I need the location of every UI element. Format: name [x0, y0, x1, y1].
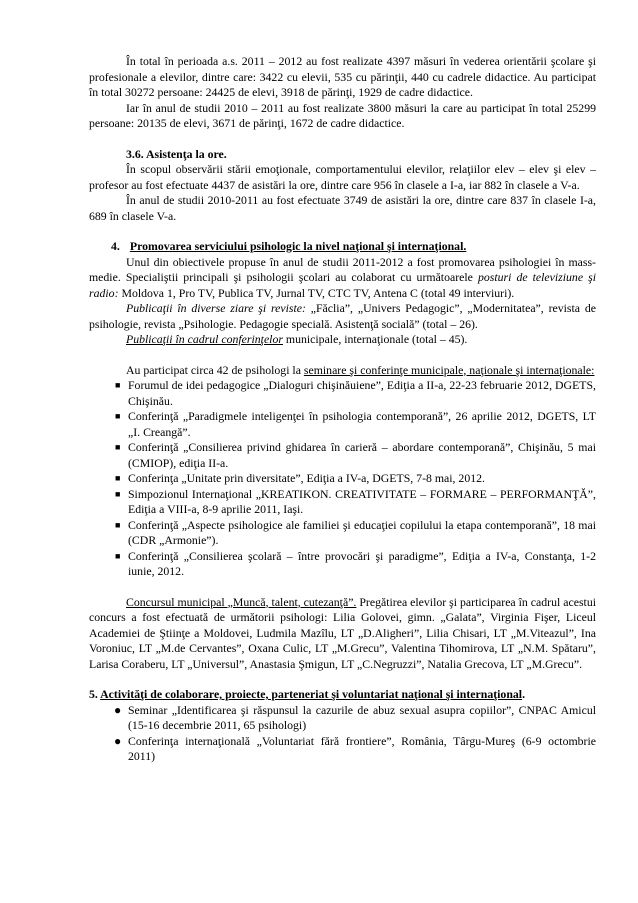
publications-label: Publicaţii în diverse ziare şi reviste: — [126, 301, 306, 315]
mass-media-list: Moldova 1, Pro TV, Publica TV, Jurnal TV, CTC TV, Antena C (total 49 interviuri). — [118, 285, 515, 300]
dot-bullet-icon: ● — [114, 702, 122, 717]
list-item — [89, 487, 596, 518]
paragraph-lesson-observation: În scopul observării stării emoţionale, comportamentului elevilor, relaţiilor elev – elev şi elev – profesor au fost efectuate 4437 de asistări la ore, dintre care 956 în clasele a I-a, iar 882 în clasele a V-a. — [89, 162, 596, 192]
contest-text: Pregătirea elevilor şi participarea în cadrul acestui concurs a fost efectuată de următorii psihologi: Lilia Golovei, gimn. „Galata”, Virginia Fişer, Liceul Academiei de Ştiinţe a Moldovei, Ludmila Mazîlu, LT „D.Aligheri”, Lilia Chisari, LT „M.Viteazul”, Ina Voroniuc, LT „M.de Cervantes”, Oxana Culic, LT „M.Grecu”, Valentina Tihomirova, LT „N.M. Spătaru”, Larisa Coraberu, LT „Universul”, Anastasia Şmigun, LT „C.Negruzzi”, Natalia Grecova, LT „M.Grecu”. — [89, 594, 596, 671]
paragraph-orientation-2011-2012: În total în perioada a.s. 2011 – 2012 au fost realizate 4397 măsuri în vederea orientării şcolare şi profesionale a elevilor, dintre care: 3422 cu elevii, 535 cu părinţii, 440 cu cadrele didactice. Au participat în total 30272 persoane: 24425 de elevi, 3918 de părinţi, 1929 de cadre didactice. — [89, 54, 596, 99]
list-item — [89, 409, 596, 440]
list-item — [89, 518, 596, 549]
section-5-title: Activităţi de colaborare, proiecte, parteneriat şi voluntariat naţional şi internaţional — [100, 687, 523, 701]
seminars-intro-text: Au participat circa 42 de psihologi la — [126, 362, 304, 377]
conference-publications-total: municipale, internaţionale (total – 45). — [282, 332, 468, 346]
square-bullet-icon: ■ — [115, 519, 121, 530]
square-bullet-icon: ■ — [115, 380, 121, 390]
conference-publications-label: Publicaţii în cadrul conferinţelor — [126, 332, 283, 346]
square-bullet-icon: ■ — [115, 550, 121, 561]
list-item — [89, 703, 596, 734]
events-list — [89, 378, 596, 580]
paragraph-mass-media — [89, 255, 596, 302]
dot-bullet-icon: ● — [114, 733, 122, 748]
publications-list: „Făclia”, „Univers Pedagogic”, „Modernitatea”, revista de psihologie, revista „Psihologie. Pedagogie specială. Asistenţă socială” (total – 26). — [89, 301, 596, 331]
paragraph-lesson-observation-2010: În anul de studii 2010-2011 au fost efectuate 3749 de asistări la ore, dintre care 837 în clasele I-a, 689 în clasele V-a. — [89, 193, 596, 223]
list-item — [89, 549, 596, 580]
square-bullet-icon: ■ — [115, 473, 121, 483]
event-text: Simpozionul Internaţional „KREATIKON. CREATIVITATE – FORMARE – PERFORMANŢĂ”, Ediţia a VIII-a, 8-9 aprilie 2011, Iaşi. — [128, 486, 596, 516]
square-bullet-icon: ■ — [115, 442, 121, 452]
mass-media-text: Unul din obiectivele propuse în anul de studii 2011-2012 a fost promovarea psihologiei în mass-medie. Specialiştii principali şi psihologii şcolari au colaborat cu următoarele — [89, 254, 596, 284]
paragraph-seminars-intro — [89, 363, 596, 379]
paragraph-publications — [89, 301, 596, 332]
list-item — [89, 440, 596, 471]
seminars-intro-link: seminare şi conferinţe municipale, naţionale şi internaţionale: — [303, 362, 595, 377]
activities-list — [89, 703, 596, 765]
paragraph-conference-publications — [89, 332, 596, 348]
square-bullet-icon: ■ — [115, 488, 121, 499]
list-item — [89, 734, 596, 765]
square-bullet-icon: ■ — [115, 411, 121, 421]
activity-text: Seminar „Identificarea şi răspunsul la cazurile de abuz sexual asupra copiilor”, CNPAC Amicul (15-16 decembrie 2011, 65 psihologi) — [128, 702, 596, 732]
section-5-heading — [89, 687, 596, 703]
paragraph-contest — [89, 595, 596, 673]
event-text: Conferinţa „Unitate prin diversitate”, Ediţia a IV-a, DGETS, 7-8 mai, 2012. — [128, 471, 485, 485]
section-5-period: . — [522, 687, 526, 701]
event-text: Conferinţă „Consilierea privind ghidarea în carieră – abordare contemporană”, Chişinău, 5 mai (CMIOP), ediţia II-a. — [128, 440, 596, 470]
activity-text: Conferinţa internaţională „Voluntariat fără frontiere”, România, Târgu-Mureş (6-9 octombrie 2011) — [128, 733, 596, 763]
section-3-6-title: 3.6. Asistenţa la ore. — [126, 146, 227, 161]
mass-media-italic: posturi de televiziune şi radio: — [89, 270, 596, 300]
section-4-heading — [89, 239, 596, 255]
section-4-title: Promovarea serviciului psihologic la nivel naţional şi internaţional. — [129, 239, 467, 253]
event-text: Conferinţă „Paradigmele inteligenţei în psihologia contemporană”, 26 aprilie 2012, DGETS, LT „I. Creangă”. — [128, 409, 596, 439]
paragraph-orientation-2010-2011: Iar în anul de studii 2010 – 2011 au fost realizate 3800 măsuri la care au participat în total 25299 persoane: 20135 de elevi, 3671 de părinţi, 1672 de cadre didactice. — [89, 100, 596, 130]
section-5-number: 5. — [89, 687, 101, 701]
event-text: Conferinţă „Aspecte psihologice ale familiei şi educaţiei copilului la etapa contemporană”, 18 mai (CDR „Armonie”). — [128, 517, 596, 547]
event-text: Forumul de idei pedagogice „Dialoguri chişinăuiene”, Ediţia a II-a, 22-23 februarie 2012, DGETS, Chişinău. — [128, 378, 596, 408]
list-item — [89, 378, 596, 409]
contest-title: Concursul municipal „Muncă, talent, cutezanţă”. — [126, 594, 357, 609]
event-text: Conferinţă „Consilierea şcolară – între provocări şi paradigme”, Ediţia a IV-a, Constanţa, 1-2 iunie, 2012. — [128, 548, 596, 578]
list-item — [89, 471, 596, 487]
section-4-number: 4. — [111, 239, 120, 253]
